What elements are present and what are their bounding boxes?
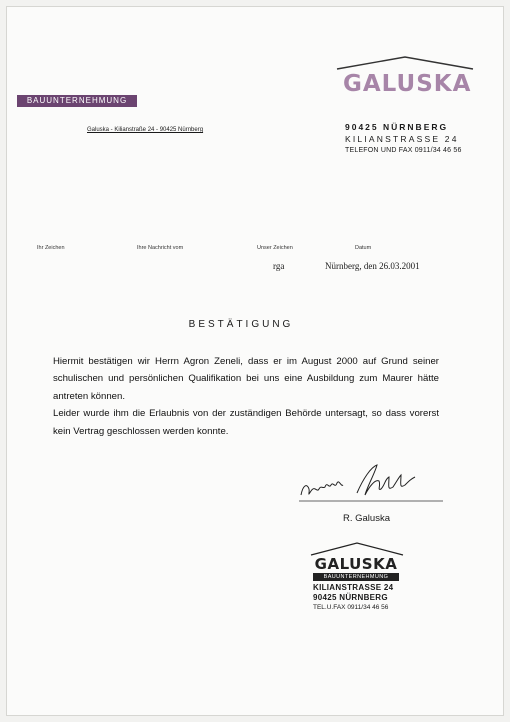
document-heading: BESTÄTIGUNG (188, 319, 294, 330)
company-stamp (309, 541, 419, 611)
logo-name: GALUSKA (343, 71, 472, 97)
stamp-street: KILIANSTRASSE 24 (313, 583, 394, 592)
letter-body (53, 353, 439, 440)
value-unser-zeichen: rga (273, 261, 285, 271)
company-address (345, 121, 485, 157)
body-paragraph-1: Hiermit bestätigen wir Herrn Agron Zeneli, dass er im August 2000 auf Grund seiner schulischen und persönlichen Qualifikation bei uns eine Ausbildung zum Maurer hätte antreten können. (53, 356, 439, 402)
body-paragraph-2: Leider wurde ihm die Erlaubnis von der zuständigen Behörde untersagt, so dass vorerst kein Vertrag geschlossen werden konnte. (53, 408, 439, 437)
letter-page (6, 6, 504, 716)
stamp-subtitle: BAUUNTERNEHMUNG (313, 573, 399, 581)
handwritten-signature (297, 459, 447, 509)
stamp-city: 90425 NÜRNBERG (313, 593, 388, 602)
stamp-name: GALUSKA (314, 555, 398, 573)
sender-return-address: Galuska - Kilianstraße 24 - 90425 Nürnberg (87, 127, 204, 133)
logo-subtitle: BAUUNTERNEHMUNG (17, 95, 137, 107)
label-datum: Datum (355, 245, 372, 251)
company-logo (335, 55, 475, 111)
label-unser-zeichen: Unser Zeichen (257, 245, 293, 251)
company-phone: TELEFON UND FAX 0911/34 46 56 (345, 147, 462, 154)
company-street: KILIANSTRASSE 24 (345, 134, 459, 144)
stamp-address (313, 583, 393, 612)
signer-name: R. Galuska (343, 513, 390, 524)
company-city: 90425 NÜRNBERG (345, 122, 449, 132)
signature-icon (297, 459, 447, 509)
label-ihr-zeichen: Ihr Zeichen (37, 245, 65, 251)
value-datum: Nürnberg, den 26.03.2001 (325, 261, 420, 271)
label-ihre-nachricht: Ihre Nachricht vom (137, 245, 184, 251)
stamp-phone: TEL.U.FAX 0911/34 46 56 (313, 604, 389, 611)
